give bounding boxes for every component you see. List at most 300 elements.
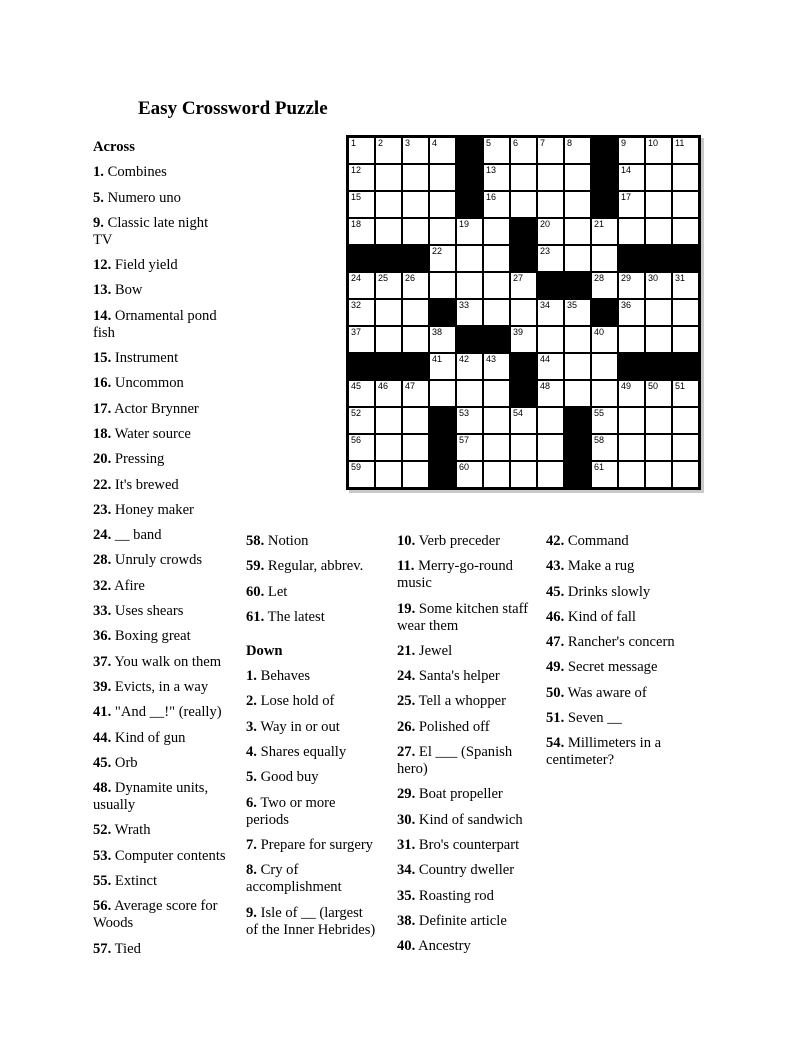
- grid-cell[interactable]: [375, 191, 402, 218]
- grid-cell[interactable]: [645, 407, 672, 434]
- grid-cell[interactable]: [537, 434, 564, 461]
- clue-across-28: [93, 552, 229, 569]
- grid-cell[interactable]: [591, 353, 618, 380]
- clue-number: 5.: [246, 769, 257, 786]
- grid-cell[interactable]: [618, 461, 645, 488]
- grid-cell-black: [456, 191, 483, 218]
- grid-cell[interactable]: [618, 299, 645, 326]
- grid-cell-black: [402, 245, 429, 272]
- clue-across-9: [93, 215, 229, 249]
- grid-cell[interactable]: [510, 299, 537, 326]
- grid-cell-black: [618, 353, 645, 380]
- cell-number: 8: [567, 138, 573, 148]
- grid-cell[interactable]: [537, 245, 564, 272]
- grid-cell[interactable]: [672, 164, 699, 191]
- clue-column-4: [546, 533, 700, 778]
- cell-number: 16: [486, 192, 497, 202]
- cell-number: 45: [351, 381, 362, 391]
- grid-cell[interactable]: [429, 272, 456, 299]
- clue-down-26: [397, 719, 538, 736]
- clue-down-21: [397, 643, 538, 660]
- clue-number: 24.: [397, 668, 416, 685]
- cell-number: 24: [351, 273, 362, 283]
- grid-cell[interactable]: [537, 407, 564, 434]
- grid-cell[interactable]: [672, 407, 699, 434]
- grid-cell[interactable]: [348, 164, 375, 191]
- clue-down-9: [246, 905, 378, 939]
- cell-number: 11: [675, 138, 685, 148]
- grid-cell[interactable]: [672, 380, 699, 407]
- clue-down-7: [246, 837, 378, 854]
- clue-down-35: [397, 888, 538, 905]
- cell-number: 39: [513, 327, 524, 337]
- grid-cell[interactable]: [402, 461, 429, 488]
- clue-down-40: [397, 938, 538, 955]
- clue-text: Wrath: [111, 822, 151, 839]
- grid-cell[interactable]: [456, 353, 483, 380]
- clue-text: "And __!" (really): [111, 704, 222, 721]
- grid-cell[interactable]: [348, 434, 375, 461]
- clue-number: 43.: [546, 558, 565, 575]
- clue-across-53: [93, 848, 229, 865]
- clue-number: 6.: [246, 794, 257, 811]
- grid-cell-black: [672, 353, 699, 380]
- grid-cell[interactable]: [537, 218, 564, 245]
- grid-cell[interactable]: [375, 461, 402, 488]
- clue-text: Dynamite units, usually: [93, 780, 209, 814]
- clue-text: Honey maker: [111, 501, 194, 518]
- clue-down-4: [246, 744, 378, 761]
- cell-number: 41: [432, 354, 443, 364]
- grid-cell[interactable]: [564, 164, 591, 191]
- grid-cell[interactable]: [537, 461, 564, 488]
- clue-number: 34.: [397, 862, 416, 879]
- clue-text: Country dweller: [415, 862, 515, 879]
- grid-cell[interactable]: [564, 380, 591, 407]
- grid-cell[interactable]: [645, 461, 672, 488]
- grid-cell[interactable]: [456, 461, 483, 488]
- clue-text: Verb preceder: [415, 533, 501, 549]
- grid-cell[interactable]: [672, 461, 699, 488]
- clue-text: It's brewed: [111, 476, 179, 493]
- clue-number: 12.: [93, 257, 112, 274]
- grid-cell[interactable]: [510, 461, 537, 488]
- cell-number: 2: [378, 138, 384, 148]
- clue-across-14: [93, 308, 229, 342]
- grid-cell[interactable]: [402, 218, 429, 245]
- grid-cell[interactable]: [591, 245, 618, 272]
- cell-number: 30: [648, 273, 659, 283]
- cell-number: 14: [621, 165, 632, 175]
- grid-cell[interactable]: [510, 326, 537, 353]
- grid-cell[interactable]: [456, 380, 483, 407]
- grid-cell[interactable]: [564, 326, 591, 353]
- grid-cell[interactable]: [429, 380, 456, 407]
- clue-number: 28.: [93, 552, 112, 569]
- grid-cell[interactable]: [564, 218, 591, 245]
- clue-number: 45.: [546, 583, 565, 600]
- grid-cell[interactable]: [429, 326, 456, 353]
- grid-cell-black: [375, 353, 402, 380]
- cell-number: 43: [486, 354, 497, 364]
- clue-text: Was aware of: [564, 684, 647, 701]
- clue-text: Notion: [264, 533, 309, 549]
- clue-down-42: [546, 533, 700, 550]
- clue-across-36: [93, 628, 229, 645]
- grid-cell[interactable]: [375, 137, 402, 164]
- grid-cell[interactable]: [510, 191, 537, 218]
- grid-cell[interactable]: [375, 218, 402, 245]
- cell-number: 34: [540, 300, 551, 310]
- grid-cell-black: [564, 272, 591, 299]
- grid-cell[interactable]: [618, 326, 645, 353]
- clue-text: Drinks slowly: [564, 583, 651, 600]
- grid-cell[interactable]: [618, 191, 645, 218]
- grid-cell[interactable]: [483, 353, 510, 380]
- cell-number: 49: [621, 381, 632, 391]
- cell-number: 46: [378, 381, 389, 391]
- cell-number: 36: [621, 300, 632, 310]
- grid-cell[interactable]: [456, 434, 483, 461]
- grid-cell-black: [483, 326, 510, 353]
- grid-cell[interactable]: [672, 434, 699, 461]
- clue-text: Lose hold of: [256, 693, 335, 710]
- grid-cell[interactable]: [429, 353, 456, 380]
- clues-heading-across: Across: [93, 139, 135, 155]
- clue-number: 59.: [246, 558, 265, 575]
- grid-cell[interactable]: [429, 218, 456, 245]
- clue-number: 45.: [93, 754, 112, 771]
- grid-cell[interactable]: [537, 353, 564, 380]
- grid-cell[interactable]: [537, 191, 564, 218]
- clue-column-1: [93, 139, 229, 966]
- grid-cell[interactable]: [564, 299, 591, 326]
- clue-number: 47.: [546, 634, 565, 651]
- clue-column-3: [397, 533, 538, 963]
- clue-down-6: [246, 795, 378, 829]
- grid-cell[interactable]: [348, 299, 375, 326]
- clue-across-39: [93, 679, 229, 696]
- grid-cell[interactable]: [429, 137, 456, 164]
- grid-cell[interactable]: [510, 434, 537, 461]
- grid-cell[interactable]: [375, 434, 402, 461]
- clue-text: Combines: [103, 164, 167, 181]
- clue-text: Two or more periods: [246, 794, 336, 828]
- clue-number: 4.: [246, 744, 257, 761]
- grid-cell[interactable]: [348, 137, 375, 164]
- grid-cell[interactable]: [402, 191, 429, 218]
- grid-cell[interactable]: [645, 218, 672, 245]
- grid-cell[interactable]: [348, 407, 375, 434]
- clue-text: You walk on them: [111, 653, 222, 670]
- grid-cell[interactable]: [375, 299, 402, 326]
- clue-text: Make a rug: [564, 558, 635, 575]
- cell-number: 26: [405, 273, 416, 283]
- cell-number: 20: [540, 219, 551, 229]
- clue-down-51: [546, 710, 700, 727]
- clue-text: Field yield: [111, 257, 178, 274]
- grid-cell[interactable]: [456, 218, 483, 245]
- grid-cell-black: [618, 245, 645, 272]
- grid-cell[interactable]: [348, 380, 375, 407]
- page-title: Easy Crossword Puzzle: [138, 98, 328, 119]
- clue-down-47: [546, 634, 700, 651]
- grid-cell[interactable]: [618, 380, 645, 407]
- cell-number: 19: [459, 219, 470, 229]
- clue-number: 3.: [246, 718, 257, 735]
- clue-number: 42.: [546, 533, 565, 549]
- clue-number: 11.: [397, 558, 415, 575]
- grid-cell[interactable]: [348, 218, 375, 245]
- grid-cell[interactable]: [429, 191, 456, 218]
- clue-number: 16.: [93, 375, 112, 392]
- clue-text: Jewel: [415, 642, 453, 659]
- cell-number: 9: [621, 138, 627, 148]
- cell-number: 27: [513, 273, 524, 283]
- clue-across-60: [246, 584, 378, 601]
- grid-cell[interactable]: [645, 164, 672, 191]
- grid-cell[interactable]: [375, 326, 402, 353]
- grid-cell[interactable]: [510, 407, 537, 434]
- clue-number: 25.: [397, 693, 416, 710]
- grid-cell[interactable]: [483, 380, 510, 407]
- grid-cell[interactable]: [510, 137, 537, 164]
- grid-cell[interactable]: [672, 218, 699, 245]
- clue-down-49: [546, 659, 700, 676]
- grid-cell[interactable]: [672, 191, 699, 218]
- clue-number: 29.: [397, 786, 416, 803]
- clue-number: 44.: [93, 729, 112, 746]
- grid-cell[interactable]: [645, 272, 672, 299]
- clue-text: Classic late night TV: [93, 214, 209, 248]
- grid-cell[interactable]: [645, 380, 672, 407]
- grid-cell-black: [564, 434, 591, 461]
- clue-down-27: [397, 744, 538, 778]
- clue-across-23: [93, 502, 229, 519]
- grid-cell-black: [402, 353, 429, 380]
- clue-text: Merry-go-round music: [397, 558, 513, 592]
- grid-cell[interactable]: [348, 326, 375, 353]
- grid-cell[interactable]: [456, 272, 483, 299]
- grid-cell[interactable]: [483, 245, 510, 272]
- grid-cell[interactable]: [483, 218, 510, 245]
- grid-cell[interactable]: [510, 272, 537, 299]
- clue-across-58: [246, 533, 378, 550]
- grid-cell[interactable]: [483, 164, 510, 191]
- clue-number: 26.: [397, 718, 416, 735]
- clue-down-38: [397, 913, 538, 930]
- clue-text: Definite article: [415, 912, 507, 929]
- clue-text: Average score for Woods: [93, 898, 218, 932]
- grid-cell[interactable]: [645, 137, 672, 164]
- grid-cell[interactable]: [672, 272, 699, 299]
- clue-across-33: [93, 603, 229, 620]
- grid-cell[interactable]: [618, 218, 645, 245]
- crossword-grid: [346, 135, 701, 490]
- clue-down-43: [546, 558, 700, 575]
- clue-across-18: [93, 426, 229, 443]
- grid-cell[interactable]: [672, 299, 699, 326]
- clue-number: 21.: [397, 642, 416, 659]
- clue-number: 56.: [93, 898, 112, 915]
- cell-number: 29: [621, 273, 632, 283]
- grid-cell[interactable]: [402, 137, 429, 164]
- clue-across-44: [93, 730, 229, 747]
- grid-cell[interactable]: [537, 164, 564, 191]
- cell-number: 17: [621, 192, 632, 202]
- clue-text: Good buy: [256, 769, 319, 786]
- cell-number: 35: [567, 300, 578, 310]
- grid-cell[interactable]: [375, 272, 402, 299]
- grid-cell[interactable]: [456, 299, 483, 326]
- clue-down-3: [246, 719, 378, 736]
- grid-cell[interactable]: [483, 191, 510, 218]
- clue-text: Prepare for surgery: [256, 836, 373, 853]
- grid-cell[interactable]: [537, 380, 564, 407]
- grid-cell[interactable]: [483, 272, 510, 299]
- grid-cell[interactable]: [375, 407, 402, 434]
- clue-text: Tell a whopper: [415, 693, 506, 710]
- grid-cell[interactable]: [456, 407, 483, 434]
- grid-cell[interactable]: [348, 461, 375, 488]
- grid-cell[interactable]: [537, 326, 564, 353]
- grid-cell[interactable]: [402, 380, 429, 407]
- clue-number: 32.: [93, 577, 112, 594]
- grid-cell[interactable]: [429, 245, 456, 272]
- clue-number: 58.: [246, 533, 265, 549]
- grid-cell[interactable]: [672, 326, 699, 353]
- grid-cell[interactable]: [429, 164, 456, 191]
- cell-number: 37: [351, 327, 362, 337]
- grid-cell[interactable]: [510, 164, 537, 191]
- grid-cell[interactable]: [591, 326, 618, 353]
- grid-cell[interactable]: [402, 407, 429, 434]
- grid-cell[interactable]: [402, 272, 429, 299]
- grid-cell[interactable]: [537, 137, 564, 164]
- grid-cell[interactable]: [375, 380, 402, 407]
- grid-cell-black: [591, 137, 618, 164]
- grid-cell[interactable]: [672, 137, 699, 164]
- grid-cell[interactable]: [645, 299, 672, 326]
- grid-cell[interactable]: [618, 407, 645, 434]
- clue-down-30: [397, 812, 538, 829]
- grid-cell[interactable]: [618, 137, 645, 164]
- clue-text: Kind of gun: [111, 729, 186, 746]
- clue-text: Unruly crowds: [111, 552, 203, 569]
- grid-cell[interactable]: [483, 299, 510, 326]
- grid-cell-black: [645, 353, 672, 380]
- grid-cell[interactable]: [618, 272, 645, 299]
- clue-text: The latest: [264, 608, 325, 625]
- clue-down-54: [546, 735, 700, 769]
- grid-cell[interactable]: [591, 407, 618, 434]
- grid-cell-black: [672, 245, 699, 272]
- clue-text: Isle of __ (largest of the Inner Hebrides): [246, 904, 376, 938]
- clue-down-10: [397, 533, 538, 550]
- grid-cell[interactable]: [402, 326, 429, 353]
- grid-cell-black: [564, 461, 591, 488]
- grid-cell[interactable]: [591, 461, 618, 488]
- clue-number: 35.: [397, 887, 416, 904]
- grid-cell-black: [645, 245, 672, 272]
- clue-number: 48.: [93, 780, 112, 797]
- grid-cell[interactable]: [402, 434, 429, 461]
- clue-number: 36.: [93, 628, 112, 645]
- clue-number: 41.: [93, 704, 112, 721]
- clue-text: Regular, abbrev.: [264, 558, 364, 575]
- clue-number: 60.: [246, 583, 265, 600]
- clue-number: 37.: [93, 653, 112, 670]
- cell-number: 50: [648, 381, 659, 391]
- grid-cell[interactable]: [591, 380, 618, 407]
- clue-text: __ band: [111, 527, 162, 544]
- cell-number: 47: [405, 381, 416, 391]
- grid-cell[interactable]: [564, 353, 591, 380]
- clue-text: Behaves: [256, 668, 311, 685]
- grid-cell[interactable]: [483, 407, 510, 434]
- grid-cell[interactable]: [645, 326, 672, 353]
- clue-number: 14.: [93, 307, 112, 324]
- clue-text: Numero uno: [103, 189, 181, 206]
- clue-down-5: [246, 769, 378, 786]
- grid-cell[interactable]: [402, 299, 429, 326]
- clue-text: Secret message: [564, 659, 658, 676]
- cell-number: 42: [459, 354, 470, 364]
- clue-number: 57.: [93, 940, 112, 957]
- grid-cell[interactable]: [645, 434, 672, 461]
- grid-cell[interactable]: [537, 299, 564, 326]
- grid-cell-black: [348, 245, 375, 272]
- grid-cell[interactable]: [591, 218, 618, 245]
- grid-cell[interactable]: [456, 245, 483, 272]
- clue-number: 50.: [546, 684, 565, 701]
- grid-cell-black: [591, 299, 618, 326]
- clue-number: 20.: [93, 451, 112, 468]
- grid-cell[interactable]: [591, 434, 618, 461]
- clue-number: 1.: [93, 164, 104, 181]
- grid-cell[interactable]: [483, 137, 510, 164]
- grid-cell[interactable]: [402, 164, 429, 191]
- grid-cell[interactable]: [375, 164, 402, 191]
- grid-cell[interactable]: [564, 245, 591, 272]
- grid-cell[interactable]: [483, 461, 510, 488]
- clue-text: Computer contents: [111, 847, 226, 864]
- grid-cell[interactable]: [564, 191, 591, 218]
- clue-number: 13.: [93, 282, 112, 299]
- clue-text: Santa's helper: [415, 668, 500, 685]
- grid-cell-black: [591, 191, 618, 218]
- grid-cell[interactable]: [591, 272, 618, 299]
- clues-heading-down: Down: [246, 642, 283, 659]
- cell-number: 60: [459, 462, 470, 472]
- grid-cell[interactable]: [564, 137, 591, 164]
- grid-cell-black: [510, 245, 537, 272]
- grid-cell[interactable]: [348, 191, 375, 218]
- clue-down-25: [397, 693, 538, 710]
- grid-cell-black: [564, 407, 591, 434]
- grid-cell[interactable]: [645, 191, 672, 218]
- clue-number: 49.: [546, 659, 565, 676]
- clue-text: Polished off: [415, 718, 490, 735]
- grid-cell[interactable]: [348, 272, 375, 299]
- grid-cell[interactable]: [618, 164, 645, 191]
- grid-cell[interactable]: [483, 434, 510, 461]
- cell-number: 6: [513, 138, 519, 148]
- clue-number: 24.: [93, 527, 112, 544]
- clue-down-29: [397, 786, 538, 803]
- grid-cell[interactable]: [618, 434, 645, 461]
- clue-down-45: [546, 584, 700, 601]
